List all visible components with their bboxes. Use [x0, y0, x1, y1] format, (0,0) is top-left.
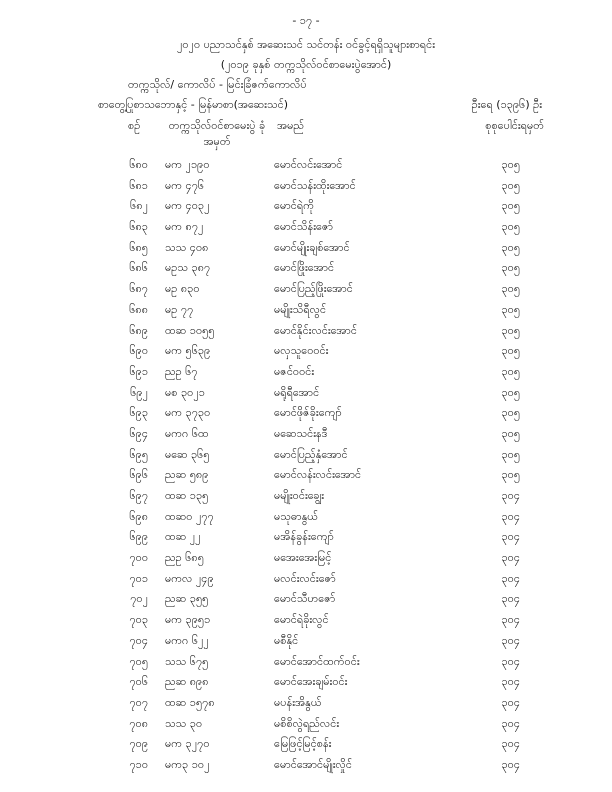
roll-number: မက ၄၇၆: [165, 178, 205, 192]
student-name: မစိစိလွဲရည်လင်း: [274, 716, 340, 730]
table-row: [0, 610, 612, 631]
student-name: မောင်ပြည့်ဖြိုးအောင်: [274, 282, 353, 296]
row-number: ၆၉၅: [129, 447, 148, 461]
row-number: ၇၁၀: [129, 757, 148, 771]
student-name: မောင်ပြည့်နှံအောင်: [274, 447, 348, 461]
student-name: မောင်ရဲကို: [274, 199, 314, 213]
roll-number: ညဥ ၆၈၅: [165, 551, 204, 565]
table-row: [0, 217, 612, 238]
row-number: ၆၈၅: [129, 240, 148, 254]
document-subtitle: (၂၀၁၉ ခုနှစ် တက္ကသိုလ်ဝင်စာမေးပွဲအောင်): [220, 58, 392, 71]
roll-number: ညဆ ၃၅၅: [165, 592, 209, 606]
student-name: မြေဖြင့်မြင့်စန်း: [274, 737, 332, 751]
total-score: ၃၀၅: [501, 158, 520, 171]
roll-number: မစ ၃၀၂၁: [165, 385, 205, 399]
table-row: [0, 362, 612, 383]
roll-number: မဥသ ၃၈၇: [165, 261, 211, 275]
roll-number: သသ ၃၀: [165, 716, 203, 730]
total-score: ၃၀၄: [501, 509, 520, 523]
table-row: [0, 465, 612, 486]
student-name: မလင်းလင်းဇော်: [274, 571, 336, 585]
roll-number: မကလ ၂၄၉: [165, 571, 214, 585]
table-row: [0, 424, 612, 445]
total-score: ၃၀၄: [501, 530, 520, 544]
row-number: ၆၉၆: [129, 468, 148, 482]
row-number: ၆၉၂: [130, 385, 148, 399]
total-score: ၃၀၅: [501, 240, 520, 254]
table-row: [0, 341, 612, 362]
row-number: ၆၈၀: [129, 158, 148, 171]
row-number: ၆၉၀: [129, 344, 148, 358]
row-number: ၆၈၉: [129, 323, 148, 337]
row-number: ၆၈၇: [129, 282, 148, 296]
table-row: [0, 693, 612, 714]
roll-number: ညဆ ၅၈၉: [165, 468, 209, 482]
table-row: [0, 672, 612, 693]
total-score: ၃၀၄: [501, 737, 520, 751]
total-count: ဦးရေ (၁၃၉၆) ဦး: [471, 98, 542, 111]
row-number: ၆၈၂: [130, 199, 148, 213]
row-number: ၇၀၉: [129, 737, 148, 751]
student-name: မောင်လင်းအောင်: [274, 158, 343, 171]
student-name: မပန်းအိနွယ်: [274, 695, 322, 709]
student-name: မအေးအေးမြင့်: [274, 551, 332, 565]
student-name: မောင်သန်းထိုးအောင်: [274, 178, 356, 192]
total-score: ၃၀၄: [501, 489, 520, 502]
roll-number: မကဂ ၆၂၂: [165, 633, 209, 647]
student-name: မသုဓာနွယ်: [274, 509, 318, 523]
table-row: [0, 527, 612, 548]
column-header-roll: တက္ကသိုလ်ဝင်စာမေးပွဲ ခုံအမှတ်: [168, 119, 266, 148]
total-score: ၃၀၄: [501, 654, 520, 668]
row-number: ၇၀၃: [129, 613, 148, 627]
row-number: ၆၉၁: [129, 364, 148, 378]
total-score: ၃၀၅: [501, 323, 520, 337]
column-header-name: အမည်: [277, 119, 305, 132]
student-name: မောင်ဖိုဇ်ခိုးကျော်: [274, 406, 342, 420]
table-row: [0, 383, 612, 404]
table-row: [0, 155, 612, 176]
row-number: ၇၀၆: [129, 675, 148, 689]
row-number: ၆၉၃: [129, 406, 148, 420]
roll-number: မက ၅၆၃၉: [165, 344, 211, 358]
roll-number: မက၃ ၁၀၂: [165, 757, 210, 771]
table-row: [0, 300, 612, 321]
table-row: [0, 589, 612, 610]
results-table: [0, 155, 612, 776]
student-name: မစီနိုင်: [274, 633, 299, 647]
total-score: ၃၀၅: [501, 364, 520, 378]
total-score: ၃၀၅: [501, 426, 520, 440]
roll-number: ထဆ ၁၅၇၈: [165, 695, 215, 709]
student-name: မဆေသင်းနဒီ: [274, 426, 328, 440]
total-score: ၃၀၅: [501, 468, 520, 482]
row-number: ၇၀၇: [129, 695, 148, 709]
table-row: [0, 569, 612, 590]
table-row: [0, 279, 612, 300]
table-row: [0, 652, 612, 673]
total-score: ၃၀၅: [501, 282, 520, 296]
roll-number: ထဆ ၁၃၅: [165, 489, 209, 502]
table-row: [0, 321, 612, 342]
roll-number: မက ၄၀၃၂: [165, 199, 210, 213]
total-score: ၃၀၄: [501, 592, 520, 606]
table-row: [0, 507, 612, 528]
total-score: ၃၀၅: [501, 302, 520, 316]
row-number: ၆၉၉: [129, 530, 148, 544]
table-row: [0, 238, 612, 259]
total-score: ၃၀၅: [501, 220, 520, 234]
total-score: ၃၀၄: [501, 551, 520, 565]
roll-number: သသ ၆၇၅: [165, 654, 209, 668]
row-number: ၇၀၄: [129, 633, 148, 647]
table-row: [0, 734, 612, 755]
table-row: [0, 486, 612, 507]
table-row: [0, 755, 612, 776]
student-name: မောင်အေးချမ်းဝင်း: [274, 675, 348, 689]
total-score: ၃၀၅: [501, 447, 520, 461]
student-name: မလှသူဝေဝင်း: [274, 344, 329, 358]
row-number: ၆၉၈: [129, 509, 148, 523]
total-score: ၃၀၄: [501, 633, 520, 647]
student-name: မောင်နိုင်းလင်းအောင်: [274, 323, 357, 337]
roll-number: ထဆဝ ၂၇၇: [165, 509, 214, 523]
total-score: ၃၀၄: [501, 716, 520, 730]
row-number: ၇၀၀: [129, 551, 148, 565]
roll-number: မဆေ ၃၆၅: [165, 447, 210, 461]
row-number: ၆၈၃: [129, 220, 148, 234]
student-name: မောင်လန်းလင်းအောင်: [274, 468, 362, 482]
roll-number: မက ၃၂၇၀: [165, 737, 210, 751]
page-number: - ၁၇ -: [292, 14, 320, 27]
roll-number: မက ၃၉၅၁: [165, 613, 211, 627]
total-score: ၃၀၄: [501, 757, 520, 771]
exam-subject-line: စာတွေ့ပြုစာသဘောနှင့် - မြန်မာစာ(အဆေးသင်): [98, 98, 288, 111]
total-score: ၃၀၅: [501, 178, 520, 192]
row-number: ၆၉၄: [129, 426, 148, 440]
roll-number: မဥ ၇၇: [165, 302, 194, 316]
student-name: မရိုရီအောင်: [274, 385, 320, 399]
total-score: ၃၀၄: [501, 675, 520, 689]
total-score: ၃၀၄: [501, 571, 520, 585]
row-number: ၇၀၈: [129, 716, 148, 730]
table-row: [0, 631, 612, 652]
student-name: မောင်အောင်ထက်ဝင်း: [274, 654, 360, 668]
institution-line: တက္ကသိုလ်/ ကောလိပ် - မြင်းခြံဇက်ကောလိပ်: [128, 78, 307, 91]
table-row: [0, 714, 612, 735]
roll-number: မကဂ ၆ထ: [165, 426, 209, 440]
row-number: ၇၀၂: [130, 592, 148, 606]
column-header-no: စဉ်: [128, 119, 141, 132]
roll-number: မက ၈၇၂: [165, 220, 204, 234]
total-score: ၃၀၅: [501, 261, 520, 275]
table-row: [0, 403, 612, 424]
total-score: ၃၀၄: [501, 613, 520, 627]
row-number: ၆၈၆: [129, 261, 148, 275]
column-header-total: စုစုပေါင်းရမှတ်: [485, 119, 544, 132]
roll-number: ညဥ ၆၇: [165, 364, 198, 378]
roll-number: ထဆ ၂၂: [165, 530, 201, 544]
row-number: ၇၀၅: [129, 654, 148, 668]
student-name: မောင်သီဟဇော်: [274, 592, 336, 606]
roll-number: ထဆ ၁၀၅၅: [165, 323, 215, 337]
total-score: ၃၀၅: [501, 344, 520, 358]
table-row: [0, 258, 612, 279]
student-name: မောင်အောင်မျိုးလှိုင်: [274, 757, 352, 771]
document-title: ၂၀၂၀ ပညာသင်နှစ် အဆေးသင် သင်တန်း ဝင်ခွင့်ရရှိသူများစာရင်း: [176, 38, 436, 51]
table-row: [0, 445, 612, 466]
row-number: ၇၀၁: [129, 571, 148, 585]
student-name: မအိန်ခွန်းကျော်: [274, 530, 334, 544]
roll-number: မက ၃၇၃၀: [165, 406, 211, 420]
student-name: မမျိုးသိရီလွင်: [274, 302, 327, 316]
student-name: မောင်ဖြိုးအောင်: [274, 261, 335, 275]
roll-number: မဥ ၈၃၀: [165, 282, 200, 296]
student-name: မမျိုးဝင်းချွေး: [274, 489, 325, 502]
student-name: မဇင်ဝဝင်း: [274, 364, 315, 378]
table-row: [0, 176, 612, 197]
student-name: မောင်သိန်းဇော်: [274, 220, 334, 234]
row-number: ၆၈၈: [129, 302, 148, 316]
row-number: ၆၈၁: [129, 178, 148, 192]
table-row: [0, 548, 612, 569]
student-name: မောင်ရဲခိုးလွင်: [274, 613, 329, 627]
student-name: မောင်မျိုးချစ်အောင်: [274, 240, 350, 254]
roll-number: မက ၂၁၉၀: [165, 158, 210, 171]
total-score: ၃၀၅: [501, 199, 520, 213]
total-score: ၃၀၄: [501, 695, 520, 709]
total-score: ၃၀၅: [501, 385, 520, 399]
table-row: [0, 196, 612, 217]
roll-number: ညဆ ၈၉၈: [165, 675, 209, 689]
row-number: ၆၉၇: [129, 489, 148, 502]
roll-number: သသ ၄၀၈: [165, 240, 209, 254]
total-score: ၃၀၅: [501, 406, 520, 420]
